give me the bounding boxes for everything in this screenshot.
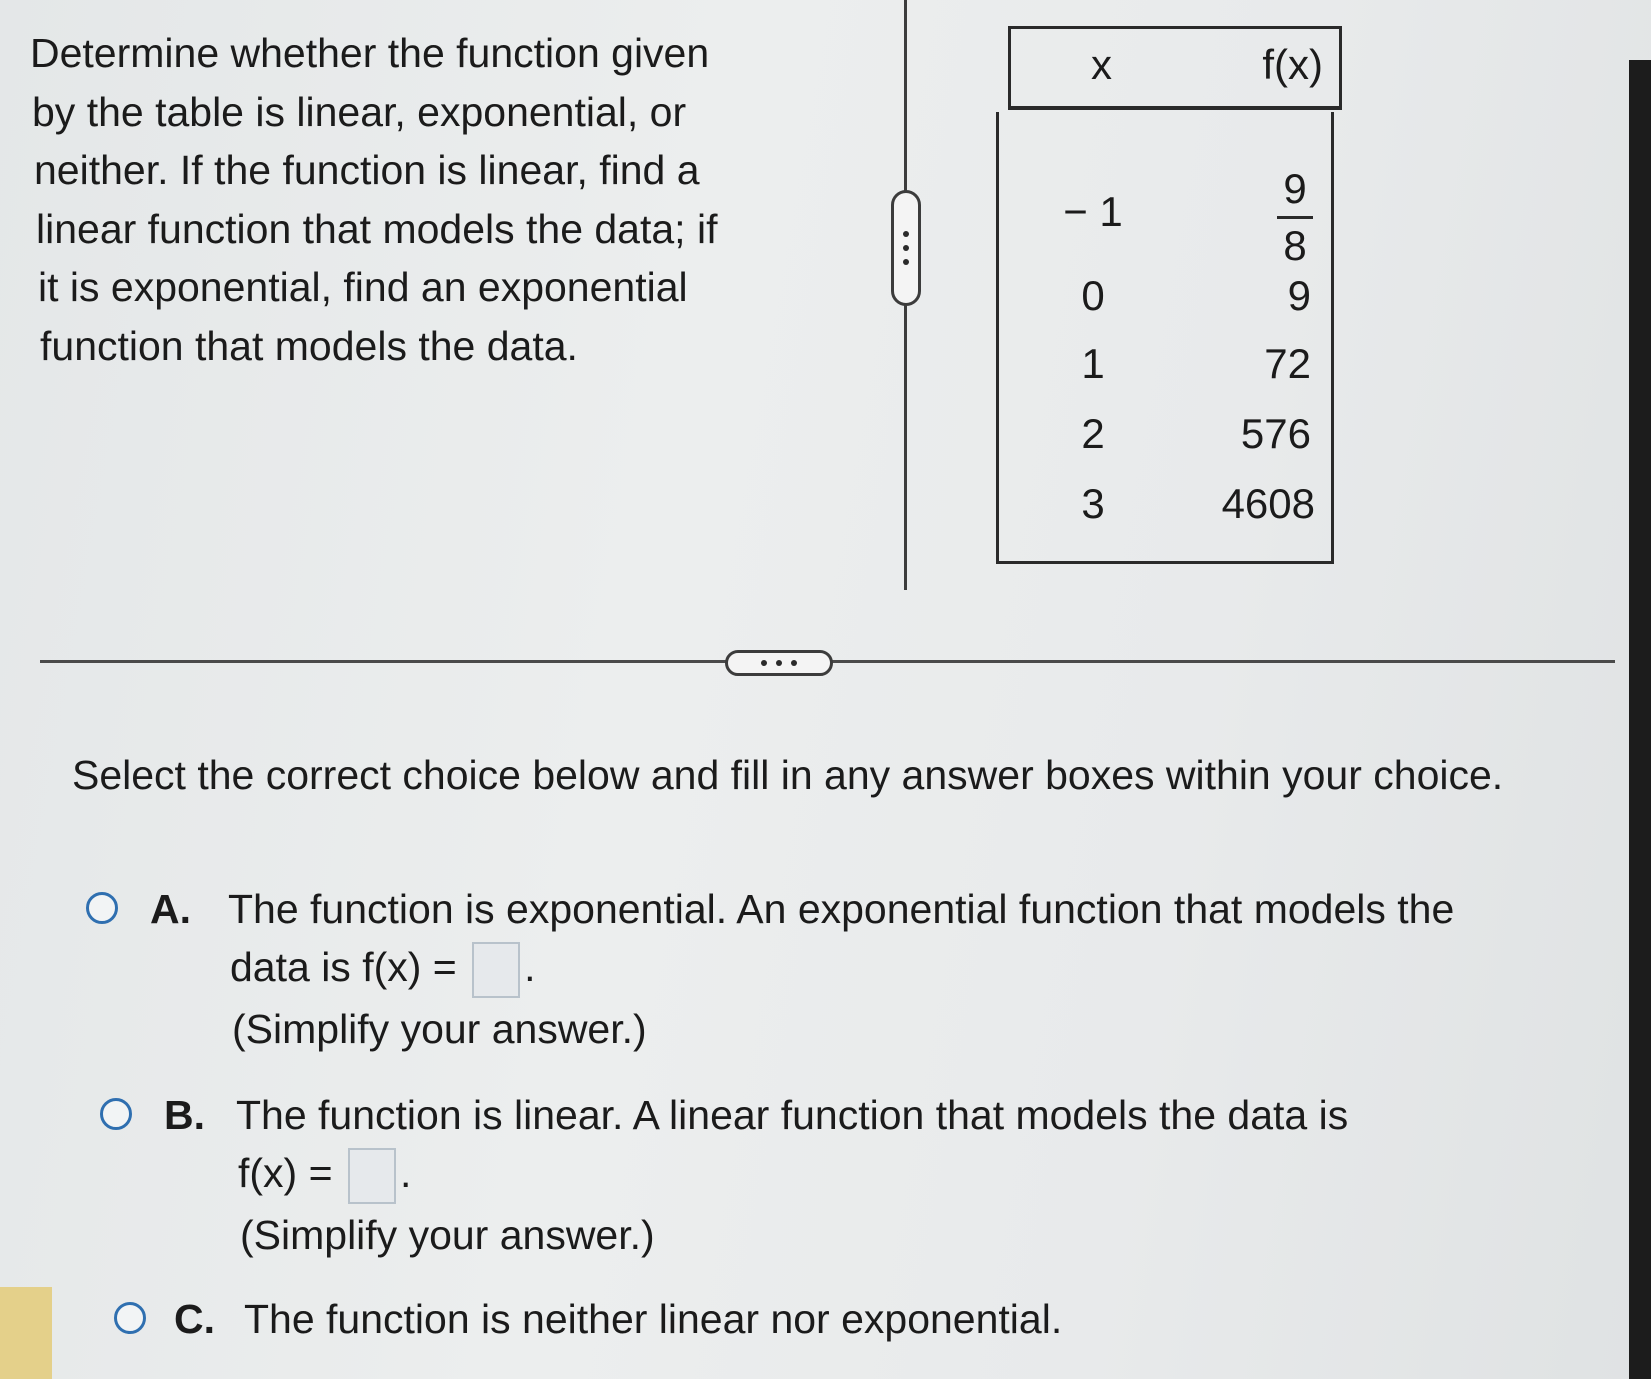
cell-fx: 4608 — [1221, 480, 1315, 527]
instruction-text: Select the correct choice below and fill in any answer boxes within your choice. — [72, 752, 1504, 798]
handle-dot-icon — [776, 660, 782, 666]
handle-dot-icon — [903, 259, 909, 265]
fraction-numerator: 9 — [1283, 165, 1307, 212]
header-fx: f(x) — [1262, 41, 1323, 88]
question-line: Determine whether the function given — [30, 30, 710, 76]
table-row — [999, 166, 1331, 286]
choice-text-line2 — [238, 1144, 411, 1204]
handle-dot-icon — [761, 660, 767, 666]
choice-text-line2 — [230, 938, 536, 998]
choice-text: The function is exponential. An exponential function that models the — [228, 886, 1455, 932]
cell-x: − 1 — [1063, 188, 1123, 235]
question-line: by the table is linear, exponential, or — [32, 88, 687, 135]
question-line: linear function that models the data; if — [36, 205, 718, 252]
fraction-denominator: 8 — [1283, 222, 1307, 269]
cell-fx: 9 — [1287, 272, 1311, 319]
table-body — [996, 112, 1334, 564]
choice-text: The function is neither linear nor exponential. — [244, 1296, 1063, 1342]
table-header — [1008, 26, 1342, 110]
cell-fx: 576 — [1240, 410, 1311, 457]
cell-x: 3 — [1081, 480, 1105, 527]
choice-text: f(x) = — [238, 1150, 333, 1196]
handle-dot-icon — [791, 660, 797, 666]
fraction-bar — [1277, 216, 1313, 219]
screen-bezel — [1629, 60, 1651, 1379]
answer-box-b[interactable] — [348, 1148, 396, 1204]
radio-a[interactable] — [86, 892, 118, 924]
choice-letter: C. — [174, 1296, 215, 1342]
question-text — [30, 24, 820, 375]
choice-text: . — [524, 944, 536, 990]
choice-text: . — [399, 1150, 412, 1196]
choice-hint: (Simplify your answer.) — [240, 1212, 655, 1258]
handle-dot-icon — [903, 245, 909, 251]
radio-b[interactable] — [100, 1098, 132, 1130]
choice-letter: B. — [164, 1092, 205, 1138]
choice-hint: (Simplify your answer.) — [232, 1006, 647, 1052]
choice-letter: A. — [150, 886, 191, 932]
question-line: function that models the data. — [40, 322, 578, 369]
choice-text: The function is linear. A linear function that models the data is — [236, 1092, 1349, 1138]
cell-x: 2 — [1081, 410, 1105, 457]
function-table — [996, 26, 1344, 564]
background-object — [0, 1287, 52, 1379]
cell-fx-fraction — [1277, 166, 1313, 269]
cell-fx: 72 — [1264, 340, 1311, 387]
vertical-resize-handle[interactable] — [891, 190, 921, 306]
cell-x: 0 — [1081, 272, 1105, 319]
radio-c[interactable] — [114, 1302, 146, 1334]
header-x: x — [1091, 41, 1112, 88]
question-line: it is exponential, find an exponential — [38, 264, 688, 310]
cell-x: 1 — [1081, 340, 1105, 387]
question-line: neither. If the function is linear, find a — [34, 147, 700, 193]
handle-dot-icon — [903, 231, 909, 237]
horizontal-resize-handle[interactable] — [725, 650, 833, 676]
answer-box-a[interactable] — [472, 942, 520, 998]
choice-text: data is f(x) = — [230, 944, 457, 990]
